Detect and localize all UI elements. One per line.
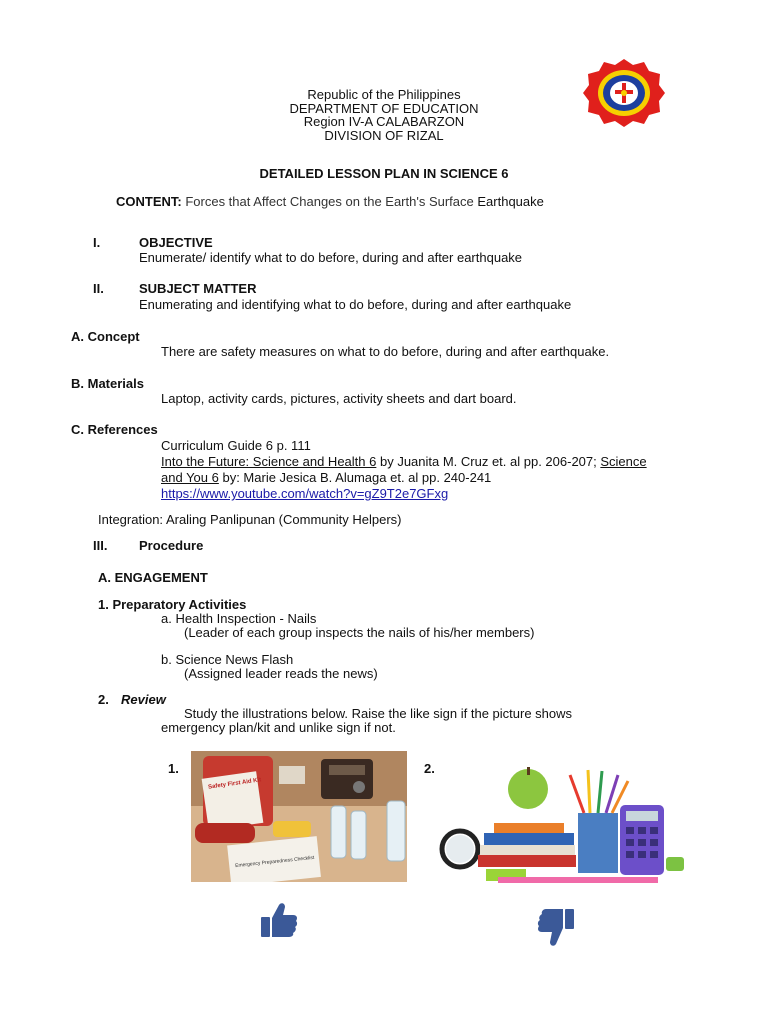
content-topic: Forces that Affect Changes on the Earth's Surface: [185, 194, 474, 209]
concept-heading: A. Concept: [71, 329, 140, 344]
reference-book-2-title-part2: and You 6: [161, 470, 219, 485]
emergency-kit-photo: [191, 751, 407, 882]
preparatory-item-a: a. Health Inspection - Nails: [161, 611, 317, 626]
materials-text: Laptop, activity cards, pictures, activity sheets and dart board.: [161, 391, 517, 406]
reference-book-2-details: by: Marie Jesica B. Alumaga et. al pp. 240-241: [218, 470, 492, 485]
subject-matter-text: Enumerating and identifying what to do before, during and after earthquake: [139, 297, 572, 312]
content-label: CONTENT:: [116, 194, 182, 209]
engagement-heading: A. ENGAGEMENT: [98, 570, 208, 585]
reference-curriculum-guide: Curriculum Guide 6 p. 111: [161, 438, 311, 453]
review-number: 2.: [98, 692, 109, 707]
review-instruction-line2: emergency plan/kit and unlike sign if not.: [161, 720, 396, 735]
subject-matter-heading: SUBJECT MATTER: [139, 281, 257, 296]
header-division: DIVISION OF RIZAL: [324, 128, 444, 143]
reference-line-3: [161, 470, 491, 485]
procedure-number: III.: [93, 538, 108, 553]
subject-matter-number: II.: [93, 281, 104, 296]
objective-heading: OBJECTIVE: [139, 235, 213, 250]
preparatory-heading: 1. Preparatory Activities: [98, 597, 247, 612]
header-region: Region IV-A CALABARZON: [303, 114, 465, 129]
header-republic: Republic of the Philippines: [307, 87, 461, 102]
thumbs-up-icon: [260, 902, 298, 938]
reference-book-2-title-part1: Science: [600, 454, 647, 469]
reference-youtube-link[interactable]: https://www.youtube.com/watch?v=gZ9T2e7GFxg: [161, 486, 449, 501]
reference-book-1-details: by Juanita M. Cruz et. al pp. 206-207;: [376, 454, 601, 469]
reference-book-1-title: Into the Future: Science and Health 6: [161, 454, 377, 469]
preparatory-item-b-note: (Assigned leader reads the news): [184, 666, 378, 681]
objective-text: Enumerate/ identify what to do before, during and after earthquake: [139, 250, 523, 265]
integration-text: Integration: Araling Panlipunan (Community Helpers): [98, 512, 402, 527]
thumbs-down-icon: [537, 908, 575, 948]
materials-heading: B. Materials: [71, 376, 144, 391]
reference-line-2: [161, 454, 647, 469]
procedure-heading: Procedure: [139, 538, 204, 553]
kit-label-text: Safety First Aid Kit: [207, 777, 262, 791]
review-instruction-line1: Study the illustrations below. Raise the like sign if the picture shows: [184, 706, 573, 721]
references-heading: C. References: [71, 422, 158, 437]
content-line: [116, 194, 544, 209]
objective-number: I.: [93, 235, 101, 250]
concept-text: There are safety measures on what to do before, during and after earthquake.: [161, 344, 610, 359]
content-subtopic: Earthquake: [477, 194, 544, 209]
preparatory-item-a-note: (Leader of each group inspects the nails of his/her members): [184, 625, 535, 640]
picture-1-number: 1.: [168, 761, 179, 776]
document-title: DETAILED LESSON PLAN IN SCIENCE 6: [259, 166, 509, 181]
preparatory-item-b: b. Science News Flash: [161, 652, 294, 667]
picture-2-number: 2.: [424, 761, 435, 776]
review-heading: Review: [121, 692, 166, 707]
school-supplies-photo: [438, 765, 688, 893]
checklist-label-text: Emergency Preparedness Checklist: [234, 854, 315, 870]
header-department: DEPARTMENT OF EDUCATION: [289, 101, 479, 116]
